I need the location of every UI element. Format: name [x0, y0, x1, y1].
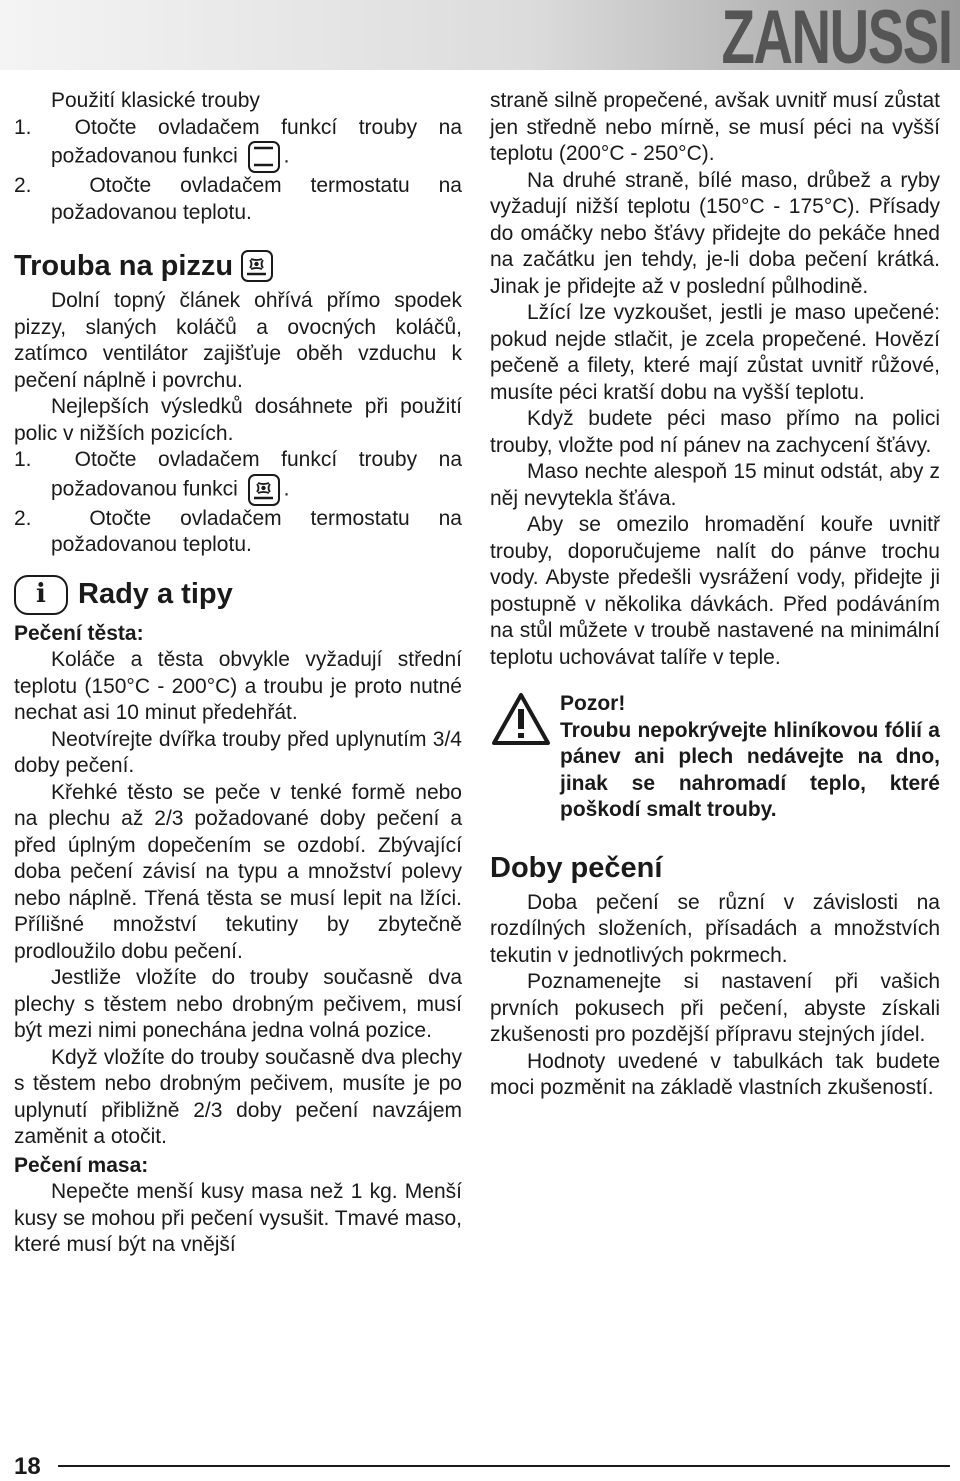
info-icon: i: [14, 575, 68, 615]
right-column: [490, 88, 940, 1102]
times-paragraph-2: Poznamenejte si nastavení při vašich prvních pokusech při pečení, abyste získali zkušenosti pro pozdější přípravu stejných jídel.: [490, 970, 940, 1046]
pizza-function-icon: [241, 250, 273, 282]
step-number: 1.: [14, 448, 32, 471]
warning-text-block: [560, 691, 940, 824]
pizza-heading: [14, 248, 462, 284]
meat-paragraph-5: Maso nechte alespoň 15 minut odstát, aby z něj nevytekla šťáva.: [490, 460, 940, 510]
pizza-step-1: 1. Otočte ovladačem funkcí trouby na požadovanou funkci .: [14, 447, 462, 506]
pizza-function-icon: [248, 474, 280, 506]
step-text: Otočte ovladačem funkcí trouby na požadovanou funkci: [51, 115, 462, 168]
step-number: 1.: [14, 115, 32, 139]
pizza-step-2: [14, 506, 462, 559]
dough-heading: Pečení těsta:: [14, 621, 144, 645]
step-number: 2.: [14, 174, 32, 197]
pizza-paragraph-2: Nejlepších výsledků dosáhnete při použití polic v nižších pozicích.: [14, 395, 462, 445]
warning-block: [490, 691, 940, 824]
footer-divider: [58, 1465, 950, 1467]
warning-title: Pozor!: [560, 692, 626, 715]
pizza-title: Trouba na pizzu: [14, 250, 234, 282]
tips-title: Rady a tipy: [78, 578, 233, 611]
times-paragraph-3: Hodnoty uvedené v tabulkách tak budete moci pozměnit na základě vlastních zkušeností.: [490, 1049, 940, 1099]
meat-paragraph-4: Když budete péci maso přímo na polici trouby, vložte pod ní pánev na zachycení šťávy.: [490, 407, 940, 457]
meat-paragraph-3: Lžící lze vyzkoušet, jestli je maso upečené: pokud nejde stlačit, je zcela propečené. Hovězí pečeně a filety, které mají zůstat uvnitř růžové, musíte péci kratší dobu na vyšší teplotu.: [490, 301, 940, 404]
warning-text: Troubu nepokrývejte hliníkovou fólií a pánev ani plech nedávejte na dno, jinak se nahromadí teplo, které poškodí smalt trouby.: [560, 718, 940, 821]
page-number: 18: [14, 1453, 41, 1480]
warning-icon: [490, 691, 560, 824]
classic-oven-title: Použití klasické trouby: [51, 89, 260, 112]
meat-paragraph-6: Aby se omezilo hromadění kouře uvnitř trouby, doporučujeme nalít do pánve trochu vody. Abyste předešli vysrážení vody, přidejte ji postupně v několika dávkách. Před podáváním na stůl můžete v troubě nastavené na minimální teplotu uchovávat talíře v teple.: [490, 513, 940, 669]
meat-heading: Pečení masa:: [14, 1153, 149, 1177]
left-column: [14, 88, 462, 1259]
dough-paragraph-3: Křehké těsto se peče v tenké formě nebo na plechu až 2/3 požadované doby pečení a před úplným dopečením se ozdobí. Zbývající doba pečení závisí na typu a množství polevy nebo náplně. Třená těsta se musí lepit na lžíci. Přílišné množství tekutiny by zbytečně prodloužilo dobu pečení.: [14, 780, 462, 963]
step-text: Otočte ovladačem termostatu na požadovanou teplotu.: [51, 506, 462, 556]
dough-paragraph-5: Když vložíte do trouby současně dva plechy s těstem nebo drobným pečivem, musíte je po uplynutí přibližně 2/3 doby pečení navzájem zaměnit a otočit.: [14, 1045, 462, 1148]
header-bar: [0, 0, 960, 80]
classic-step-1: 1. Otočte ovladačem funkcí trouby na požadovanou funkci .: [14, 115, 462, 174]
conventional-heating-icon: [248, 141, 280, 173]
step-text: Otočte ovladačem funkcí trouby na požadovanou funkci: [51, 448, 462, 501]
times-paragraph-1: Doba pečení se různí v závislosti na rozdílných složeních, přísadách a množstvích tekutin v jednotlivých pokrmech.: [490, 890, 940, 967]
dough-paragraph-2: Neotvírejte dvířka trouby před uplynutím 3/4 doby pečení.: [14, 727, 462, 777]
step-number: 2.: [14, 506, 32, 530]
dough-paragraph-1: Koláče a těsta obvykle vyžadují střední teplotu (150°C - 200°C) a troubu je proto nutné nechat asi 10 minut předehřát.: [14, 648, 462, 724]
meat-paragraph-2: Na druhé straně, bílé maso, drůbež a ryby vyžadují nižší teplotu (150°C - 175°C). Přísady do omáčky nebo šťávy přidejte do pekáče hned na začátku jen tehdy, je-li doba pečení krátká. Jinak je přidejte až v poslední půlhodině.: [490, 168, 940, 298]
brand-logo: ZANUSSI: [721, 0, 952, 80]
pizza-paragraph-1: Dolní topný článek ohřívá přímo spodek pizzy, slaných koláčů a ovocných koláčů, zatímco ventilátor zajišťuje oběh vzduchu k pečení náplně i povrchu.: [14, 289, 462, 392]
times-heading: [490, 850, 940, 886]
meat-paragraph-1: Nepečte menší kusy masa než 1 kg. Menší kusy se mohou při pečení vysušit. Tmavé maso, které musí být na vnější: [14, 1180, 462, 1256]
step-text: Otočte ovladačem termostatu na požadovanou teplotu.: [51, 174, 462, 224]
dough-paragraph-4: Jestliže vložíte do trouby současně dva plechy s těstem nebo drobným pečivem, musí být mezi nimi ponechána jedna volná pozice.: [14, 966, 462, 1042]
classic-step-2: [14, 173, 462, 226]
tips-heading: [14, 575, 462, 615]
times-title: Doby pečení: [490, 851, 663, 884]
meat-paragraph-1-continued: straně silně propečené, avšak uvnitř musí zůstat jen středně nebo mírně, se musí péci na vyšší teplotu (200°C - 250°C).: [490, 89, 940, 165]
